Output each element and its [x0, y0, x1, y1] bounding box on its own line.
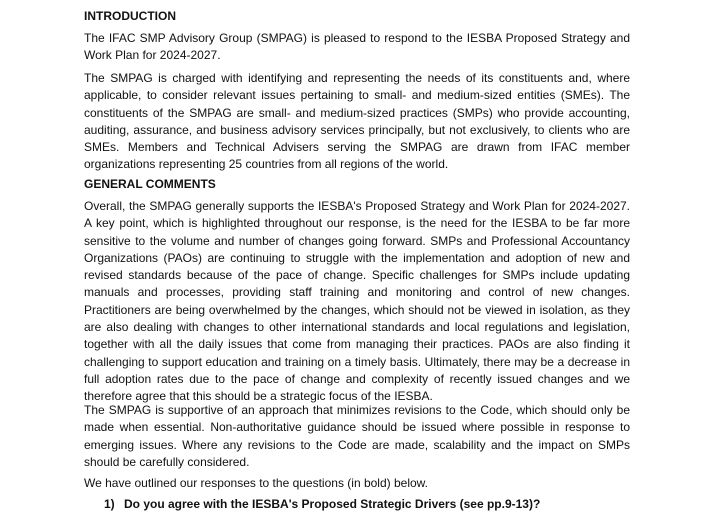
section-heading-general-comments: GENERAL COMMENTS: [84, 177, 216, 191]
paragraph: The SMPAG is charged with identifying and representing the needs of its constituents and, where applicable, to consider relevant issues pertaining to small- and medium-sized entities (SMEs). The constituents of the SMPAG are small- and medium-sized practices (SMPs) who provide accounting, auditing, assurance, and business advisory services principally, but not exclusively, to clients who are SMEs. Members and Technical Advisers serving the SMPAG are drawn from IFAC member organizations representing 25 countries from all regions of the world.: [84, 71, 630, 172]
paragraph: The SMPAG is supportive of an approach that minimizes revisions to the Code, which should only be made when essential. Non-authoritative guidance should be issued where possible in response to emerging issues. Where any revisions to the Code are made, scalability and the impact on SMPs should be carefully considered.: [84, 403, 630, 469]
question-item: [104, 496, 630, 513]
paragraph: The IFAC SMP Advisory Group (SMPAG) is pleased to respond to the IESBA Proposed Strategy and Work Plan for 2024-2027.: [84, 31, 630, 63]
paragraph: Overall, the SMPAG generally supports the IESBA's Proposed Strategy and Work Plan for 2024-2027. A key point, which is highlighted throughout our response, is the need for the IESBA to be far more sensitive to the volume and number of changes going forward. SMPs and Professional Accountancy Organizations (PAOs) are continuing to struggle with the implementation and adoption of new and revised standards because of the pace of change. Specific challenges for SMPs include updating manuals and processes, providing staff training and monitoring and control of new changes. Practitioners are being overwhelmed by the changes, which should not be viewed in isolation, as they are also dealing with changes to other international standards and local regulations and legislation, together with all the daily issues that come from managing their practices. PAOs are also finding it challenging to support education and training on a timely basis. Ultimately, there may be a decrease in full adoption rates due to the pace of change and complexity of recently issued changes and we therefore agree that this should be a strategic focus of the IESBA.: [84, 199, 630, 404]
paragraph: We have outlined our responses to the questions (in bold) below.: [84, 476, 428, 490]
section-heading-introduction: INTRODUCTION: [84, 9, 176, 23]
question-text: Do you agree with the IESBA's Proposed Strategic Drivers (see pp.9-13)?: [124, 497, 541, 511]
question-number: 1): [104, 497, 115, 511]
